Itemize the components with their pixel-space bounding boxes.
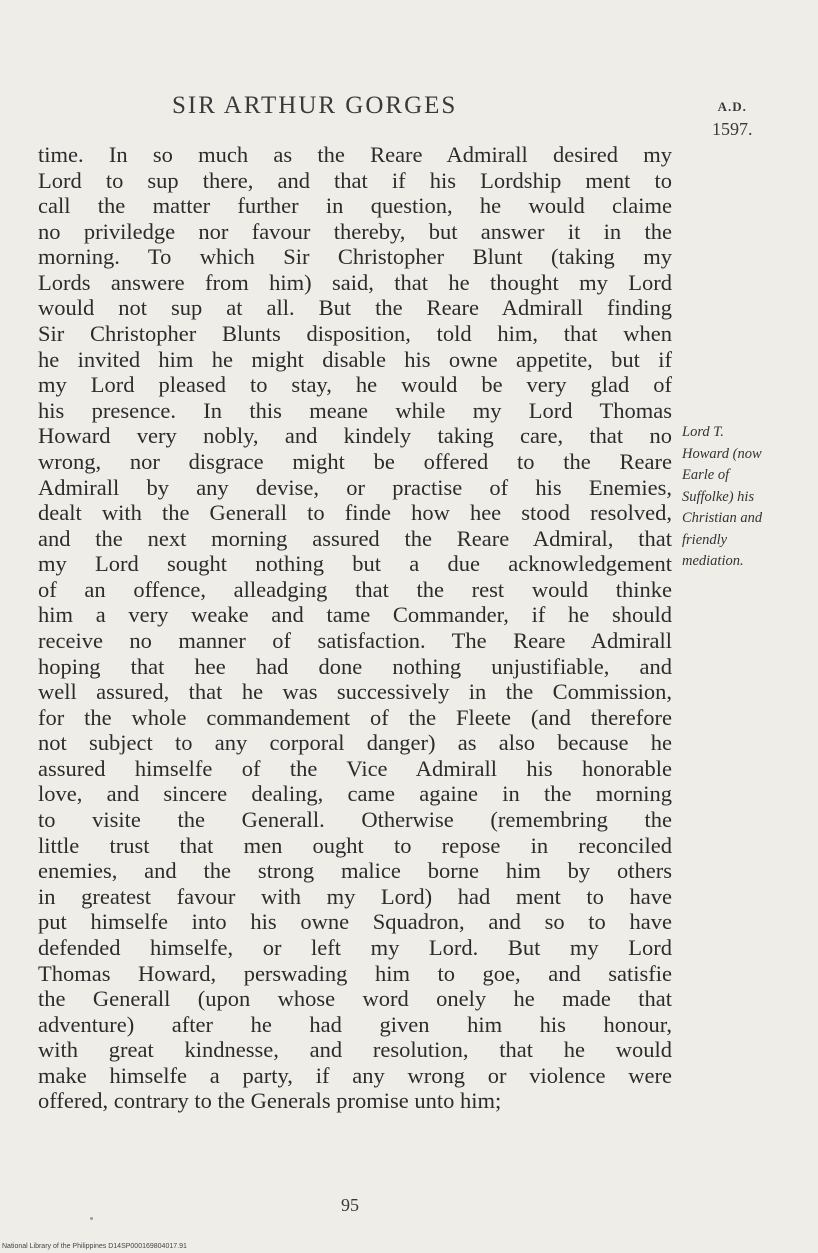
body-line: his presence. In this meane while my Lord Thomas: [38, 397, 672, 423]
body-line: him a very weake and tame Commander, if he should: [38, 602, 672, 628]
body-line: call the matter further in question, he would claime: [38, 193, 672, 219]
body-line: morning. To which Sir Christopher Blunt (taking my: [38, 244, 672, 270]
margin-note: [682, 422, 808, 573]
body-line: he invited him he might disable his owne appetite, but if: [38, 346, 672, 372]
year-label: 1597.: [712, 119, 753, 139]
body-line: not subject to any corporal danger) as also because he: [38, 730, 672, 756]
margin-note-line: Christian and: [682, 510, 763, 526]
body-line: Thomas Howard, perswading him to goe, and satisfie: [38, 960, 672, 986]
body-line: receive no manner of satisfaction. The Reare Admirall: [38, 627, 672, 653]
footer-credit: National Library of the Philippines D14SP000169804017.91: [2, 1243, 187, 1250]
body-line: Lords answere from him) said, that he thought my Lord: [38, 269, 672, 295]
body-line: the Generall (upon whose word onely he made that: [38, 986, 672, 1012]
date-block: [712, 96, 753, 140]
body-line: for the whole commandement of the Fleete (and therefore: [38, 704, 672, 730]
era-label: A.D.: [717, 99, 747, 114]
body-line: wrong, nor disgrace might be offered to the Reare: [38, 448, 672, 474]
body-line: enemies, and the strong malice borne him by others: [38, 858, 672, 884]
body-line: dealt with the Generall to finde how hee stood resolved,: [38, 500, 672, 526]
body-line: assured himselfe of the Vice Admirall his honorable: [38, 755, 672, 781]
running-title: SIR ARTHUR GORGES: [172, 92, 458, 119]
body-line: my Lord sought nothing but a due acknowledgement: [38, 551, 672, 577]
paper-speck: [90, 1217, 93, 1220]
body-line: with great kindnesse, and resolution, that he would: [38, 1037, 672, 1063]
body-line: of an offence, alleadging that the rest would thinke: [38, 576, 672, 602]
body-line: adventure) after he had given him his honour,: [38, 1011, 672, 1037]
body-text: [38, 142, 672, 1114]
body-line: put himselfe into his owne Squadron, and so to have: [38, 909, 672, 935]
body-line: Admirall by any devise, or practise of his Enemies,: [38, 474, 672, 500]
margin-note-line: mediation.: [682, 553, 744, 569]
page-number: 95: [341, 1195, 359, 1215]
body-line: offered, contrary to the Generals promise unto him;: [38, 1088, 502, 1114]
body-line: would not sup at all. But the Reare Admirall finding: [38, 295, 672, 321]
body-line: to visite the Generall. Otherwise (remembring the: [38, 807, 672, 833]
body-line: in greatest favour with my Lord) had ment to have: [38, 883, 672, 909]
body-line: defended himselfe, or left my Lord. But my Lord: [38, 934, 672, 960]
margin-note-line: Suffolke) his: [682, 488, 755, 505]
margin-note-line: Howard (now: [682, 445, 762, 462]
body-line: no priviledge nor favour thereby, but answer it in the: [38, 218, 672, 244]
body-line: Howard very nobly, and kindely taking care, that no: [38, 423, 672, 449]
margin-note-line: Lord T.: [682, 424, 724, 440]
body-line: well assured, that he was successively in the Commission,: [38, 679, 672, 705]
body-line: time. In so much as the Reare Admirall desired my: [38, 142, 672, 167]
margin-note-line: friendly: [682, 531, 728, 548]
body-line: Sir Christopher Blunts disposition, told him, that when: [38, 321, 672, 347]
margin-note-line: Earle of: [682, 467, 730, 483]
body-line: hoping that hee had done nothing unjustifiable, and: [38, 653, 672, 679]
body-line: and the next morning assured the Reare Admiral, that: [38, 525, 672, 551]
body-line: make himselfe a party, if any wrong or violence were: [38, 1062, 672, 1088]
body-line: love, and sincere dealing, came againe in the morning: [38, 781, 672, 807]
body-line: little trust that men ought to repose in reconciled: [38, 832, 672, 858]
body-line: my Lord pleased to stay, he would be very glad of: [38, 372, 672, 398]
body-line: Lord to sup there, and that if his Lordship ment to: [38, 167, 672, 193]
